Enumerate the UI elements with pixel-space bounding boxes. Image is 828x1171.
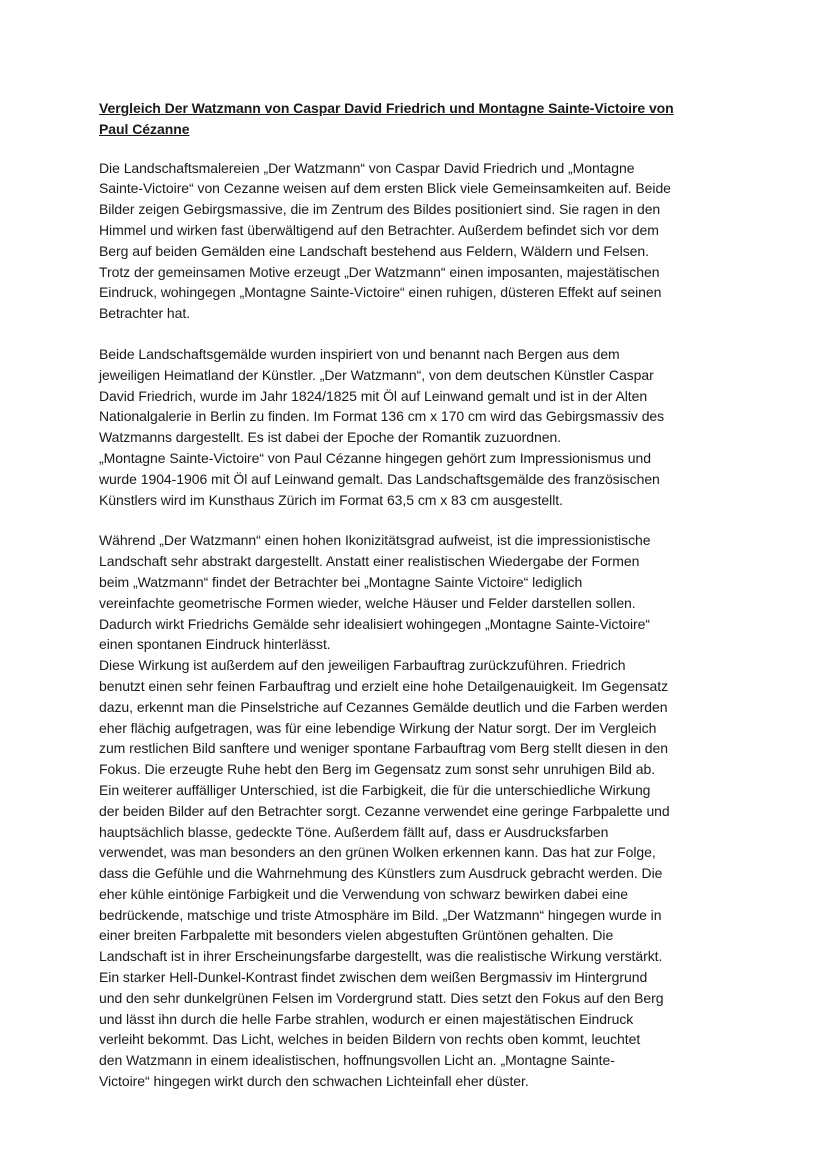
text-line: „Montagne Sainte-Victoire“ von Paul Cézanne hingegen gehört zum Impressionismus und	[99, 449, 652, 466]
text-line: vereinfachte geometrische Formen wieder, welche Häuser und Felder darstellen sollen.	[99, 594, 636, 611]
text-line: Himmel und wirken fast überwältigend auf den Betrachter. Außerdem befindet sich vor dem	[99, 221, 659, 238]
text-line: Die Landschaftsmalereien „Der Watzmann“ von Caspar David Friedrich und „Montagne	[99, 159, 635, 176]
text-line: benutzt einen sehr feinen Farbauftrag und erzielt eine hohe Detailgenauigkeit. Im Gegensatz	[99, 677, 669, 694]
text-line: Landschaft sehr abstrakt dargestellt. Anstatt einer realistischen Wiedergabe der Formen	[99, 553, 640, 570]
text-line: Künstlers wird im Kunsthaus Zürich im Format 63,5 cm x 83 cm ausgestellt.	[99, 491, 563, 508]
text-line: Sainte-Victoire“ von Cezanne weisen auf dem ersten Blick viele Gemeinsamkeiten auf. Beide	[99, 180, 671, 197]
text-line: verwendet, was man besonders an den grünen Wolken erkennen kann. Das hat zur Folge,	[99, 844, 656, 861]
text-line: Landschaft ist in ihrer Erscheinungsfarbe dargestellt, was die realistische Wirkung verstärkt.	[99, 948, 663, 965]
paragraph	[99, 530, 739, 1092]
text-line: und den sehr dunkelgrünen Felsen im Vordergrund statt. Dies setzt den Fokus auf den Berg	[99, 989, 664, 1006]
text-line: Watzmanns dargestellt. Es ist dabei der Epoche der Romantik zuzuordnen.	[99, 429, 562, 446]
text-line: Berg auf beiden Gemälden eine Landschaft bestehend aus Feldern, Wäldern und Felsen.	[99, 242, 649, 259]
text-line: und lässt ihn durch die helle Farbe strahlen, wodurch er einen majestätischen Eindruck	[99, 1010, 634, 1027]
text-line: Während „Der Watzmann“ einen hohen Ikonizitätsgrad aufweist, ist die impressionistische	[99, 532, 651, 549]
text-line: dass die Gefühle und die Wahrnehmung des Künstlers zum Ausdruck gebracht werden. Die	[99, 865, 663, 882]
text-line: Beide Landschaftsgemälde wurden inspiriert von und benannt nach Bergen aus dem	[99, 345, 620, 362]
text-line: hauptsächlich blasse, gedeckte Töne. Außerdem fällt auf, dass er Ausdrucksfarben	[99, 823, 609, 840]
text-line: David Friedrich, wurde im Jahr 1824/1825 mit Öl auf Leinwand gemalt und ist in der Alten	[99, 387, 648, 404]
text-line: einen spontanen Eindruck hinterlässt.	[99, 636, 331, 653]
text-line: dazu, erkennt man die Pinselstriche auf Cezannes Gemälde deutlich und die Farben werden	[99, 698, 668, 715]
text-line: Trotz der gemeinsamen Motive erzeugt „Der Watzmann“ einen imposanten, majestätischen	[99, 263, 660, 280]
text-line: wurde 1904-1906 mit Öl auf Leinwand gemalt. Das Landschaftsgemälde des französischen	[99, 470, 660, 487]
text-line: Victoire“ hingegen wirkt durch den schwachen Lichteinfall eher düster.	[99, 1073, 529, 1090]
text-line: den Watzmann in einem idealistischen, hoffnungsvollen Licht an. „Montagne Sainte-	[99, 1052, 615, 1069]
paragraph	[99, 158, 739, 324]
text-line: Diese Wirkung ist außerdem auf den jeweiligen Farbauftrag zurückzuführen. Friedrich	[99, 657, 626, 674]
text-line: Ein starker Hell-Dunkel-Kontrast findet zwischen dem weißen Bergmassiv im Hintergrund	[99, 969, 648, 986]
text-line: Fokus. Die erzeugte Ruhe hebt den Berg im Gegensatz zum sonst sehr unruhigen Bild ab.	[99, 761, 656, 778]
document-page	[99, 98, 739, 1092]
text-line: Bilder zeigen Gebirgsmassive, die im Zentrum des Bildes positioniert sind. Sie ragen in den	[99, 201, 661, 218]
text-line: einer breiten Farbpalette mit besonders vielen abgestuften Grüntönen gehalten. Die	[99, 927, 614, 944]
text-line: zum restlichen Bild sanftere und weniger spontane Farbauftrag vom Berg stellt diesen in den	[99, 740, 668, 757]
text-line: Dadurch wirkt Friedrichs Gemälde sehr idealisiert wohingegen „Montagne Sainte-Victoire“	[99, 615, 650, 632]
text-line: bedrückende, matschige und triste Atmosphäre im Bild. „Der Watzmann“ hingegen wurde in	[99, 906, 662, 923]
text-line: Betrachter hat.	[99, 305, 191, 322]
title-line: Vergleich Der Watzmann von Caspar David Friedrich und Montagne Sainte-Victoire von	[99, 100, 674, 116]
text-line: Nationalgalerie in Berlin zu finden. Im Format 136 cm x 170 cm wird das Gebirgsmassiv des	[99, 408, 665, 425]
text-line: Eindruck, wohingegen „Montagne Sainte-Victoire“ einen ruhigen, düsteren Effekt auf seinen	[99, 284, 662, 301]
text-line: verleiht bekommt. Das Licht, welches in beiden Bildern von rechts oben kommt, leuchtet	[99, 1031, 641, 1048]
paragraph	[99, 344, 739, 510]
title-line: Paul Cézanne	[99, 120, 190, 137]
text-line: beim „Watzmann“ findet der Betrachter bei „Montagne Sainte Victoire“ lediglich	[99, 573, 583, 590]
text-line: der beiden Bilder auf den Betrachter sorgt. Cezanne verwendet eine geringe Farbpalette und	[99, 802, 670, 819]
text-line: Ein weiterer auffälliger Unterschied, ist die Farbigkeit, die für die unterschiedliche Wirkung	[99, 781, 651, 798]
document-body	[99, 158, 739, 1092]
text-line: eher flächig aufgetragen, was für eine lebendige Wirkung der Natur sorgt. Der im Vergleich	[99, 719, 657, 736]
text-line: eher kühle eintönige Farbigkeit und die Verwendung von schwarz bewirken dabei eine	[99, 885, 629, 902]
text-line: jeweiligen Heimatland der Künstler. „Der Watzmann“, von dem deutschen Künstler Caspar	[99, 366, 654, 383]
document-title	[99, 98, 739, 140]
